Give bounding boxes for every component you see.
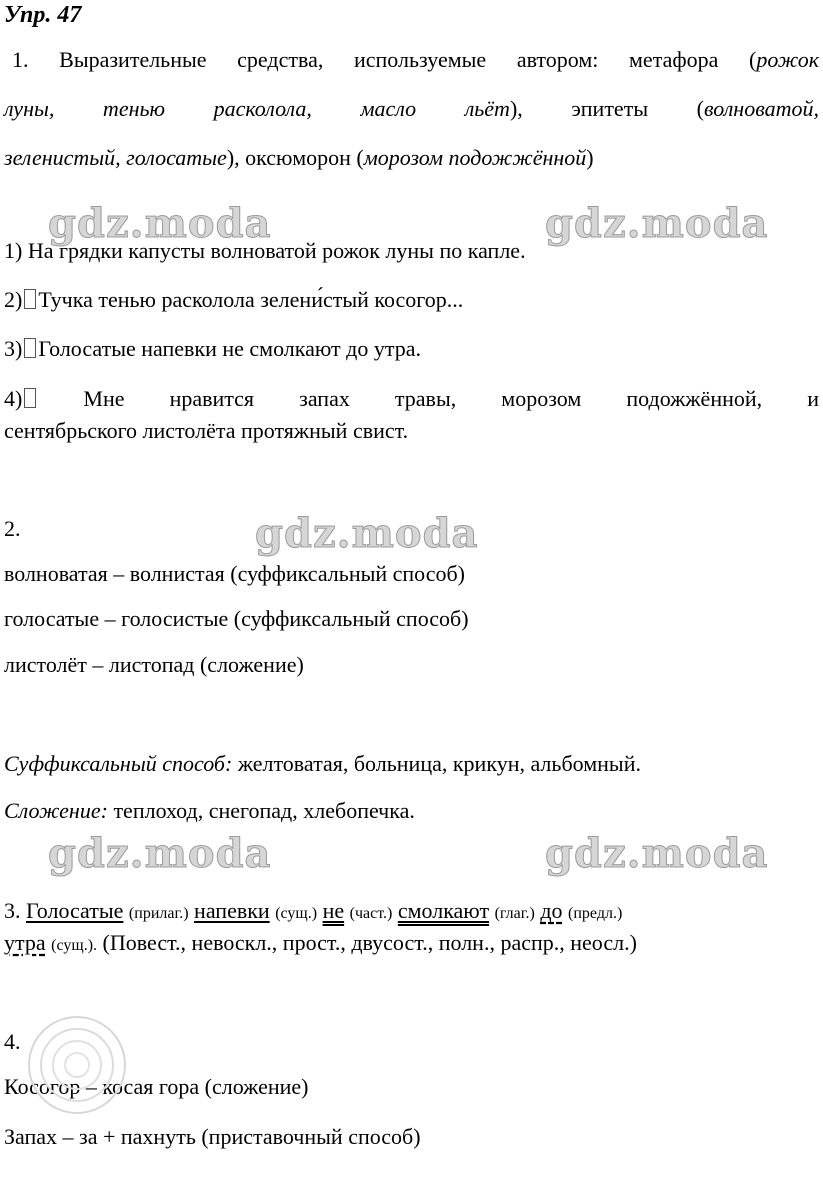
s3-tag-1: (прилаг.) [128,905,189,922]
watermark: gdz.moda [48,830,272,877]
s3-line1 [4,898,819,924]
s1-number: 1. [12,47,29,72]
s3-tag-5: (предл.) [568,905,623,922]
s1-epithets-a: волноватой, [703,96,819,121]
s4-line-1: Косогор – косая гора (сложение) [4,1074,309,1099]
exercise-title: Упр. 47 [4,2,82,28]
watermark: gdz.moda [48,200,272,247]
s1-example-4-cont: сентябрьского листолёта протяжный свист. [4,418,409,443]
s1-example-4-text: Мне нравится запах травы, морозом подожжённой, и [83,386,819,411]
s4-line-2: Запах – за + пахнуть (приставочный способ) [4,1124,421,1149]
s1-example-3 [4,336,819,362]
watermark: gdz.moda [255,510,479,557]
missing-glyph-icon [24,338,36,358]
s3-word-2: напевки [194,898,270,923]
s1-example-2 [4,287,819,313]
s1-example-3-num: 3) [4,336,23,361]
s3-word-6: утра [4,930,46,955]
s1-line2 [4,96,819,122]
s1-epithets-lead: ), эпитеты ( [509,96,704,121]
s1-example-3-text: Голосатые напевки не смолкают до утра. [38,336,422,361]
s1-example-2-text: Тучка тенью расколола зелени́стый косогор... [38,287,464,312]
s1-example-2-num: 2) [4,287,23,312]
s2-comp-text: теплоход, снегопад, хлебопечка. [107,798,415,823]
s3-tag-2: (сущ.) [275,905,318,922]
s1-metaphor-b: луны, тенью расколола, масло льёт [4,96,510,121]
s3-word-4: смолкают [397,898,490,923]
s2-suffix-text: желтоватая, больница, крикун, альбомный. [232,751,641,776]
s2-pair-2: голосатые – голосистые (суффиксальный способ) [4,606,469,631]
s1-intro: Выразительные средства, используемые автором: метафора ( [59,47,757,72]
watermark: gdz.moda [545,830,769,877]
s1-example-1: 1) На грядки капусты волноватой рожок луны по капле. [4,238,526,263]
s3-summary: (Повест., невоскл., прост., двусост., полн., распр., неосл.) [102,930,637,955]
s3-number: 3. [4,898,21,923]
s2-pair-1: волноватая – волнистая (суффиксальный способ) [4,561,466,586]
s3-tag-3: (част.) [349,905,393,922]
s2-comp-label: Сложение: [4,798,108,823]
s3-word-subject: Голосатые [26,898,124,923]
s1-epithets-b: зеленистый, голосатые [4,145,227,170]
missing-glyph-icon [24,388,36,408]
watermark: gdz.moda [545,200,769,247]
missing-glyph-icon [24,289,36,309]
s2-suffix-label: Суффиксальный способ: [4,751,233,776]
s1-line3 [4,145,819,171]
s4-number: 4. [4,1029,21,1054]
s2-number: 2. [4,516,21,541]
s1-close: ) [586,145,594,170]
s2-comp-line [4,798,819,824]
s1-oxy-lead: ), оксюморон ( [226,145,364,170]
stamp-circle-icon [22,1010,132,1120]
s2-suffix-line [4,751,819,777]
s3-word-3: не [322,898,345,923]
s3-line2 [4,930,819,956]
s1-oxymoron: морозом подожжённой [363,145,587,170]
s1-example-4 [4,386,819,412]
s1-line1 [12,47,819,73]
s1-example-4-num: 4) [4,386,23,411]
s1-metaphor-a: рожок [756,47,819,72]
s3-tag-6: (сущ.). [51,937,98,954]
s2-pair-3: листолёт – листопад (сложение) [4,652,304,677]
s3-word-5: до [540,898,563,923]
s3-tag-4: (глаг.) [494,905,535,922]
